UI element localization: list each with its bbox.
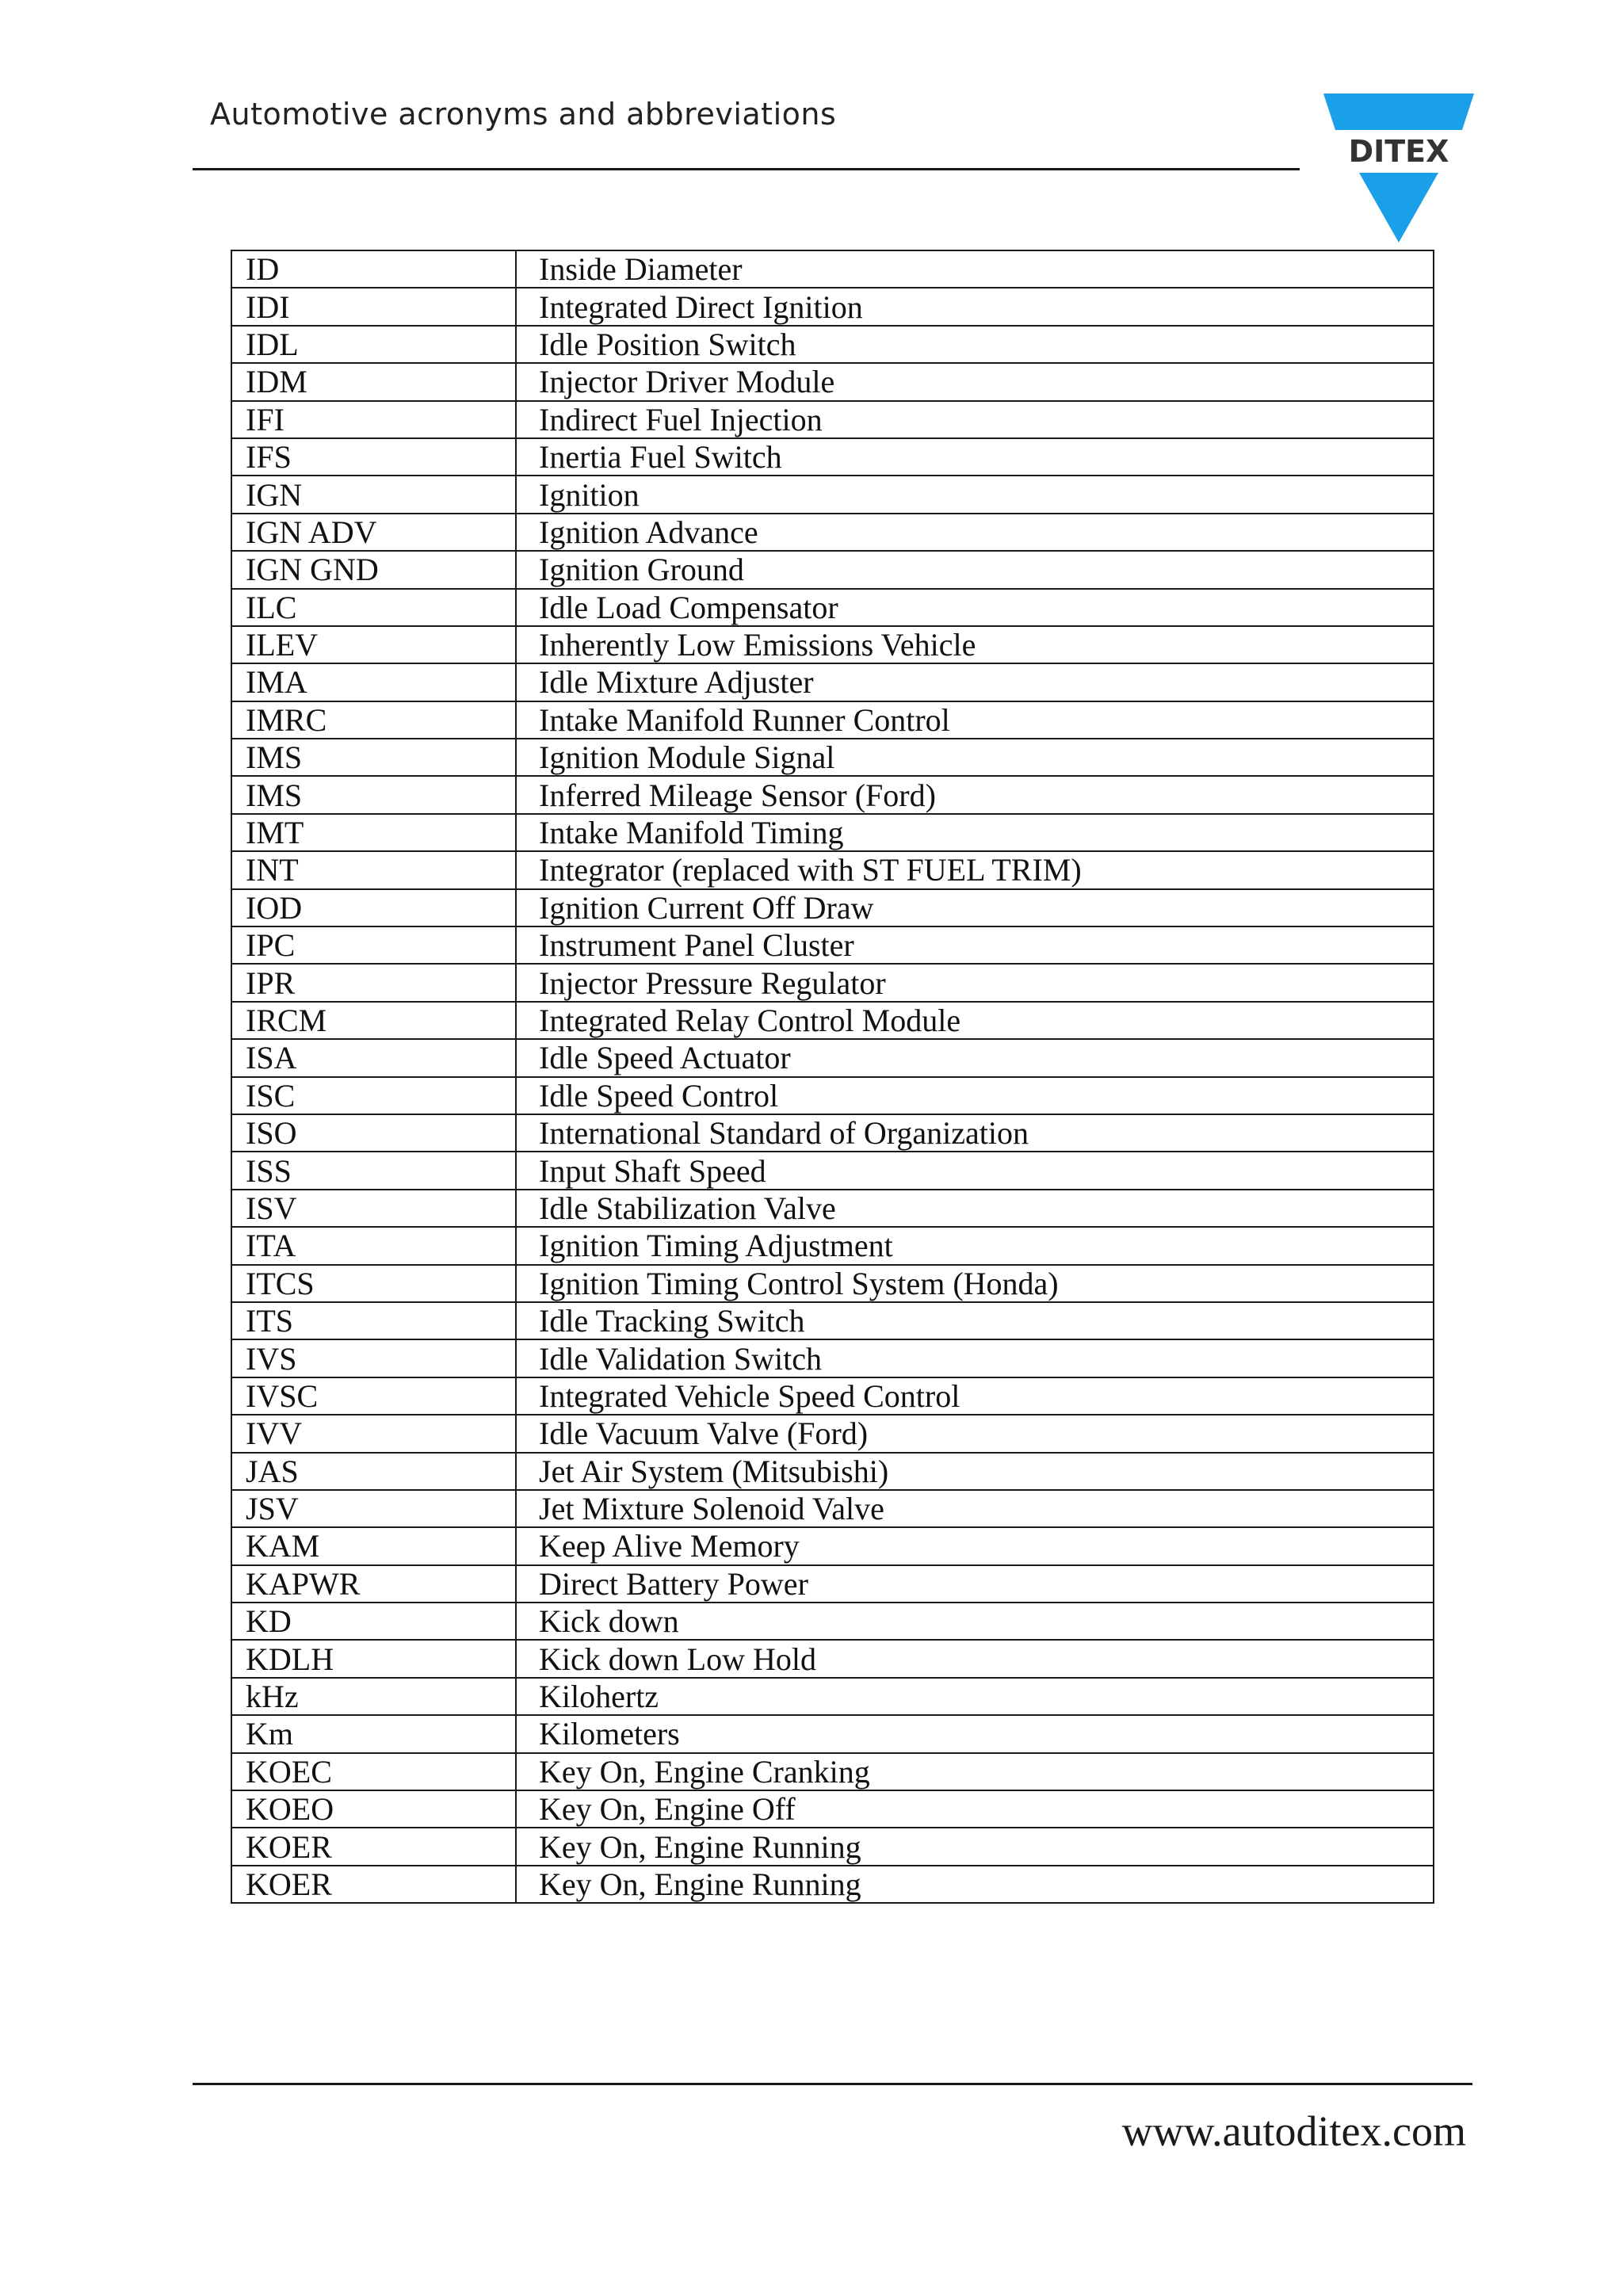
meaning-cell: Integrator (replaced with ST FUEL TRIM) <box>516 851 1434 888</box>
table-row <box>231 1790 1434 1828</box>
meaning-cell: Integrated Relay Control Module <box>516 1002 1434 1039</box>
meaning-cell: Idle Tracking Switch <box>516 1302 1434 1339</box>
acronym-cell: KAM <box>231 1527 516 1564</box>
logo-text: DITEX <box>1348 134 1449 169</box>
acronym-cell: ISA <box>231 1039 516 1076</box>
table-row <box>231 326 1434 363</box>
meaning-cell: Inferred Mileage Sensor (Ford) <box>516 776 1434 813</box>
footer-divider <box>193 2083 1472 2085</box>
meaning-cell: Input Shaft Speed <box>516 1152 1434 1189</box>
acronym-cell: KAPWR <box>231 1565 516 1603</box>
meaning-cell: Ignition Module Signal <box>516 739 1434 776</box>
acronym-cell: ILEV <box>231 626 516 663</box>
meaning-cell: Integrated Vehicle Speed Control <box>516 1377 1434 1415</box>
acronym-cell: KOEO <box>231 1790 516 1828</box>
table-row <box>231 1678 1434 1715</box>
acronym-cell: IPC <box>231 926 516 964</box>
meaning-cell: Inside Diameter <box>516 250 1434 288</box>
table-row <box>231 1715 1434 1752</box>
table-row <box>231 701 1434 739</box>
table-row <box>231 814 1434 851</box>
table-row <box>231 889 1434 926</box>
page-header-title: Automotive acronyms and abbreviations <box>210 97 837 132</box>
table-row <box>231 1265 1434 1302</box>
meaning-cell: Key On, Engine Off <box>516 1790 1434 1828</box>
acronym-cell: KD <box>231 1603 516 1640</box>
acronym-cell: IMA <box>231 663 516 701</box>
acronym-cell: ISC <box>231 1077 516 1114</box>
meaning-cell: Idle Speed Actuator <box>516 1039 1434 1076</box>
table-row <box>231 476 1434 513</box>
table-row <box>231 1190 1434 1227</box>
table-row <box>231 663 1434 701</box>
meaning-cell: Kick down Low Hold <box>516 1640 1434 1677</box>
acronym-cell: JSV <box>231 1490 516 1527</box>
table-row <box>231 1077 1434 1114</box>
meaning-cell: Idle Position Switch <box>516 326 1434 363</box>
table-row <box>231 1302 1434 1339</box>
table-row <box>231 438 1434 476</box>
table-row <box>231 288 1434 325</box>
meaning-cell: Ignition Current Off Draw <box>516 889 1434 926</box>
table-row <box>231 1114 1434 1152</box>
acronym-cell: ITA <box>231 1227 516 1264</box>
table-row <box>231 851 1434 888</box>
acronym-cell: kHz <box>231 1678 516 1715</box>
acronym-cell: ITCS <box>231 1265 516 1302</box>
acronym-cell: ISO <box>231 1114 516 1152</box>
table-row <box>231 401 1434 438</box>
meaning-cell: Keep Alive Memory <box>516 1527 1434 1564</box>
acronym-cell: IPR <box>231 964 516 1001</box>
table-row <box>231 1527 1434 1564</box>
meaning-cell: Integrated Direct Ignition <box>516 288 1434 325</box>
table-row <box>231 1453 1434 1490</box>
acronym-cell: IRCM <box>231 1002 516 1039</box>
table-row <box>231 1866 1434 1903</box>
table-row <box>231 551 1434 588</box>
acronym-cell: IGN GND <box>231 551 516 588</box>
header-divider <box>193 168 1300 170</box>
meaning-cell: Injector Pressure Regulator <box>516 964 1434 1001</box>
meaning-cell: Ignition Ground <box>516 551 1434 588</box>
meaning-cell: Idle Stabilization Valve <box>516 1190 1434 1227</box>
table-row <box>231 1002 1434 1039</box>
acronym-cell: KOER <box>231 1828 516 1865</box>
table-row <box>231 1490 1434 1527</box>
acronym-cell: IVS <box>231 1339 516 1377</box>
acronym-cell: KOEC <box>231 1753 516 1790</box>
meaning-cell: Ignition Timing Control System (Honda) <box>516 1265 1434 1302</box>
acronym-cell: IGN ADV <box>231 514 516 551</box>
meaning-cell: Jet Mixture Solenoid Valve <box>516 1490 1434 1527</box>
acronym-cell: IFS <box>231 438 516 476</box>
table-row <box>231 1828 1434 1865</box>
meaning-cell: Inertia Fuel Switch <box>516 438 1434 476</box>
table-row <box>231 739 1434 776</box>
table-row <box>231 776 1434 813</box>
acronym-cell: IMS <box>231 776 516 813</box>
acronym-cell: ID <box>231 250 516 288</box>
meaning-cell: Idle Load Compensator <box>516 589 1434 626</box>
acronym-cell: ITS <box>231 1302 516 1339</box>
meaning-cell: Ignition Timing Adjustment <box>516 1227 1434 1264</box>
acronym-cell: IGN <box>231 476 516 513</box>
meaning-cell: Idle Speed Control <box>516 1077 1434 1114</box>
meaning-cell: Kick down <box>516 1603 1434 1640</box>
acronym-cell: ISS <box>231 1152 516 1189</box>
acronym-cell: JAS <box>231 1453 516 1490</box>
acronym-cell: IMRC <box>231 701 516 739</box>
meaning-cell: Ignition <box>516 476 1434 513</box>
table-row <box>231 1377 1434 1415</box>
table-row <box>231 1415 1434 1452</box>
table-row <box>231 1152 1434 1189</box>
meaning-cell: Key On, Engine Running <box>516 1866 1434 1903</box>
meaning-cell: International Standard of Organization <box>516 1114 1434 1152</box>
table-row <box>231 626 1434 663</box>
meaning-cell: Kilohertz <box>516 1678 1434 1715</box>
acronym-cell: IVSC <box>231 1377 516 1415</box>
acronym-cell: IVV <box>231 1415 516 1452</box>
logo-bottom-triangle <box>1359 173 1438 243</box>
acronym-cell: ISV <box>231 1190 516 1227</box>
meaning-cell: Kilometers <box>516 1715 1434 1752</box>
acronym-cell: KDLH <box>231 1640 516 1677</box>
acronym-cell: IDL <box>231 326 516 363</box>
meaning-cell: Direct Battery Power <box>516 1565 1434 1603</box>
acronym-cell: IDI <box>231 288 516 325</box>
meaning-cell: Key On, Engine Cranking <box>516 1753 1434 1790</box>
meaning-cell: Instrument Panel Cluster <box>516 926 1434 964</box>
acronym-cell: ILC <box>231 589 516 626</box>
acronym-cell: IMS <box>231 739 516 776</box>
acronym-cell: IOD <box>231 889 516 926</box>
acronym-cell: IMT <box>231 814 516 851</box>
acronym-table-body <box>231 250 1434 1903</box>
meaning-cell: Injector Driver Module <box>516 363 1434 400</box>
acronym-cell: Km <box>231 1715 516 1752</box>
logo-top-triangle <box>1323 94 1474 130</box>
table-row <box>231 964 1434 1001</box>
meaning-cell: Idle Vacuum Valve (Ford) <box>516 1415 1434 1452</box>
table-row <box>231 589 1434 626</box>
table-row <box>231 1603 1434 1640</box>
table-row <box>231 250 1434 288</box>
meaning-cell: Idle Validation Switch <box>516 1339 1434 1377</box>
meaning-cell: Ignition Advance <box>516 514 1434 551</box>
meaning-cell: Indirect Fuel Injection <box>516 401 1434 438</box>
acronym-cell: KOER <box>231 1866 516 1903</box>
table-row <box>231 1753 1434 1790</box>
table-row <box>231 363 1434 400</box>
table-row <box>231 514 1434 551</box>
table-row <box>231 1039 1434 1076</box>
table-row <box>231 1640 1434 1677</box>
meaning-cell: Jet Air System (Mitsubishi) <box>516 1453 1434 1490</box>
acronym-cell: INT <box>231 851 516 888</box>
meaning-cell: Inherently Low Emissions Vehicle <box>516 626 1434 663</box>
table-row <box>231 1339 1434 1377</box>
meaning-cell: Key On, Engine Running <box>516 1828 1434 1865</box>
table-row <box>231 926 1434 964</box>
ditex-logo <box>1323 94 1474 244</box>
meaning-cell: Idle Mixture Adjuster <box>516 663 1434 701</box>
acronym-cell: IFI <box>231 401 516 438</box>
footer-website-url: www.autoditex.com <box>1121 2107 1466 2155</box>
table-row <box>231 1565 1434 1603</box>
acronym-table <box>231 250 1434 1904</box>
meaning-cell: Intake Manifold Timing <box>516 814 1434 851</box>
table-row <box>231 1227 1434 1264</box>
meaning-cell: Intake Manifold Runner Control <box>516 701 1434 739</box>
acronym-cell: IDM <box>231 363 516 400</box>
